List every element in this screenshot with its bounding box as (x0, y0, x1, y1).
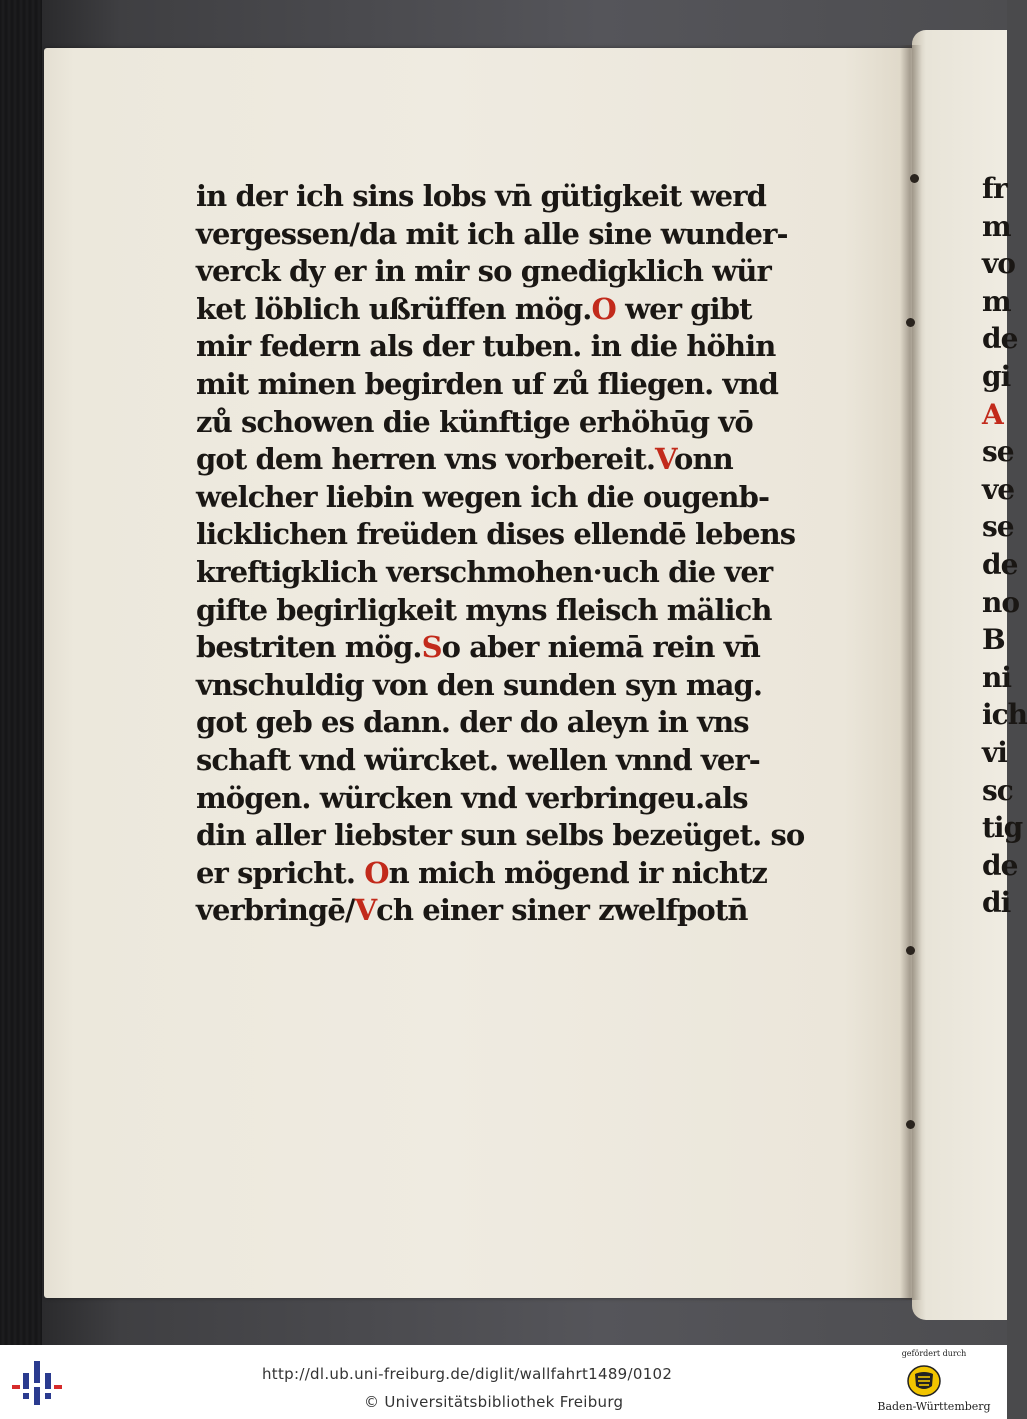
text-line (196, 366, 796, 404)
text-segment: zů schowen die künftige erhöhūg vō (196, 404, 753, 439)
facing-page-fragment: se (982, 435, 1014, 469)
facing-page-fragment: de (982, 322, 1018, 356)
text-segment: ch einer siner zwelfpotn̄ (376, 893, 748, 928)
text-line (196, 404, 796, 442)
text-segment: er spricht. (196, 855, 365, 890)
copyright-notice: © Universitätsbibliothek Freiburg (364, 1393, 624, 1411)
text-segment: din aller liebster sun selbs bezeüget. so (196, 818, 805, 853)
text-segment: bestriten mög. (196, 630, 422, 665)
text-line (196, 554, 796, 592)
facing-page-text (982, 170, 1027, 922)
binding-hole (906, 946, 915, 955)
viewer-footer (0, 1345, 1007, 1419)
text-segment: o aber niemā rein vn̄ (441, 630, 760, 665)
facing-page-fragment: A (982, 397, 1003, 431)
text-segment: verbringē/ (196, 893, 355, 928)
text-segment: vnschuldig von den sunden syn mag. (196, 667, 763, 702)
facing-page-fragment: ve (982, 472, 1015, 506)
facing-page-fragment: di (982, 886, 1011, 920)
text-line (196, 742, 796, 780)
show-through-running-head (370, 118, 670, 148)
text-line (196, 216, 796, 254)
text-segment: licklichen freüden dises ellendē lebens (196, 517, 796, 552)
text-segment: mögen. würcken vnd verbringeu.als (196, 780, 748, 815)
facing-page-fragment: de (982, 547, 1018, 581)
binding-hole (906, 318, 915, 327)
facing-page-fragment: vi (982, 735, 1007, 769)
page-text-block (196, 178, 805, 930)
text-segment: gifte begirligkeit myns fleisch mälich (196, 592, 772, 627)
sponsor-label: gefördert durch (901, 1349, 967, 1358)
text-segment: got dem herren vns vorbereit. (196, 442, 656, 477)
text-line (196, 592, 796, 630)
text-segment: onn (674, 442, 733, 477)
text-segment: mir federn als der tuben. in die höhin (196, 329, 776, 364)
text-line (196, 817, 805, 855)
facing-page-fragment: sc (982, 773, 1013, 807)
book-binding (0, 0, 42, 1345)
facing-page-fragment: no (982, 585, 1020, 619)
text-segment: schaft vnd würcket. wellen vnnd ver- (196, 742, 760, 777)
text-segment: welcher liebin wegen ich die ougenb- (196, 479, 770, 514)
text-line (196, 291, 796, 329)
facing-page-fragment: gi (982, 359, 1011, 393)
text-segment: mit minen begirden uf zů fliegen. vnd (196, 366, 779, 401)
page-gutter (900, 45, 922, 1300)
text-segment: kreftigklich verschmohen·uch die ver (196, 554, 773, 589)
rubricated-initial: V (354, 893, 377, 928)
binding-hole (910, 174, 919, 183)
text-segment: got geb es dann. der do aleyn in vns (196, 705, 749, 740)
text-line (196, 479, 796, 517)
sponsor-badge (872, 1347, 996, 1417)
text-segment: n mich mögend ir nichtz (388, 855, 767, 890)
rubricated-initial: V (655, 442, 674, 477)
text-segment: ket löblich ußrüffen mög. (196, 291, 592, 326)
facing-page-fragment: fr (982, 172, 1007, 205)
facing-page-fragment: ich (982, 698, 1027, 732)
permalink-url[interactable]: http://dl.ub.uni-freiburg.de/diglit/wallfahrt1489/0102 (262, 1365, 673, 1383)
text-line (196, 780, 796, 818)
text-segment: wer gibt (615, 291, 752, 326)
text-line (196, 253, 796, 291)
text-line (196, 629, 796, 667)
binding-hole (906, 1120, 915, 1129)
text-line (196, 328, 796, 366)
facing-page-fragment: ni (982, 660, 1011, 694)
text-line (196, 667, 796, 705)
facing-page-fragment: se (982, 510, 1014, 544)
rubricated-initial: O (364, 855, 389, 890)
text-line (196, 855, 796, 893)
text-line (196, 178, 796, 216)
text-segment: verck dy er in mir so gnedigklich wür (196, 254, 771, 289)
facing-page-fragment: vo (982, 247, 1015, 281)
facing-page-fragment: m (982, 284, 1011, 318)
facing-page-fragment: tig (982, 811, 1023, 845)
text-line (196, 441, 796, 479)
facing-page-fragment: B (982, 623, 1005, 657)
facing-page-fragment: de (982, 848, 1018, 882)
text-line (196, 892, 796, 930)
rubricated-initial: O (591, 291, 616, 326)
text-segment: in der ich sins lobs vn̄ gütigkeit werd (196, 179, 766, 213)
baden-wuerttemberg-crest-icon (906, 1364, 942, 1398)
text-segment: vergessen/da mit ich alle sine wunder- (196, 216, 788, 251)
text-line (196, 704, 796, 742)
text-line (196, 516, 796, 554)
ub-freiburg-logo[interactable] (10, 1357, 64, 1409)
facing-page-fragment: m (982, 209, 1011, 243)
rubricated-initial: S (421, 630, 442, 665)
sponsor-name: Baden-Württemberg (877, 1400, 991, 1413)
